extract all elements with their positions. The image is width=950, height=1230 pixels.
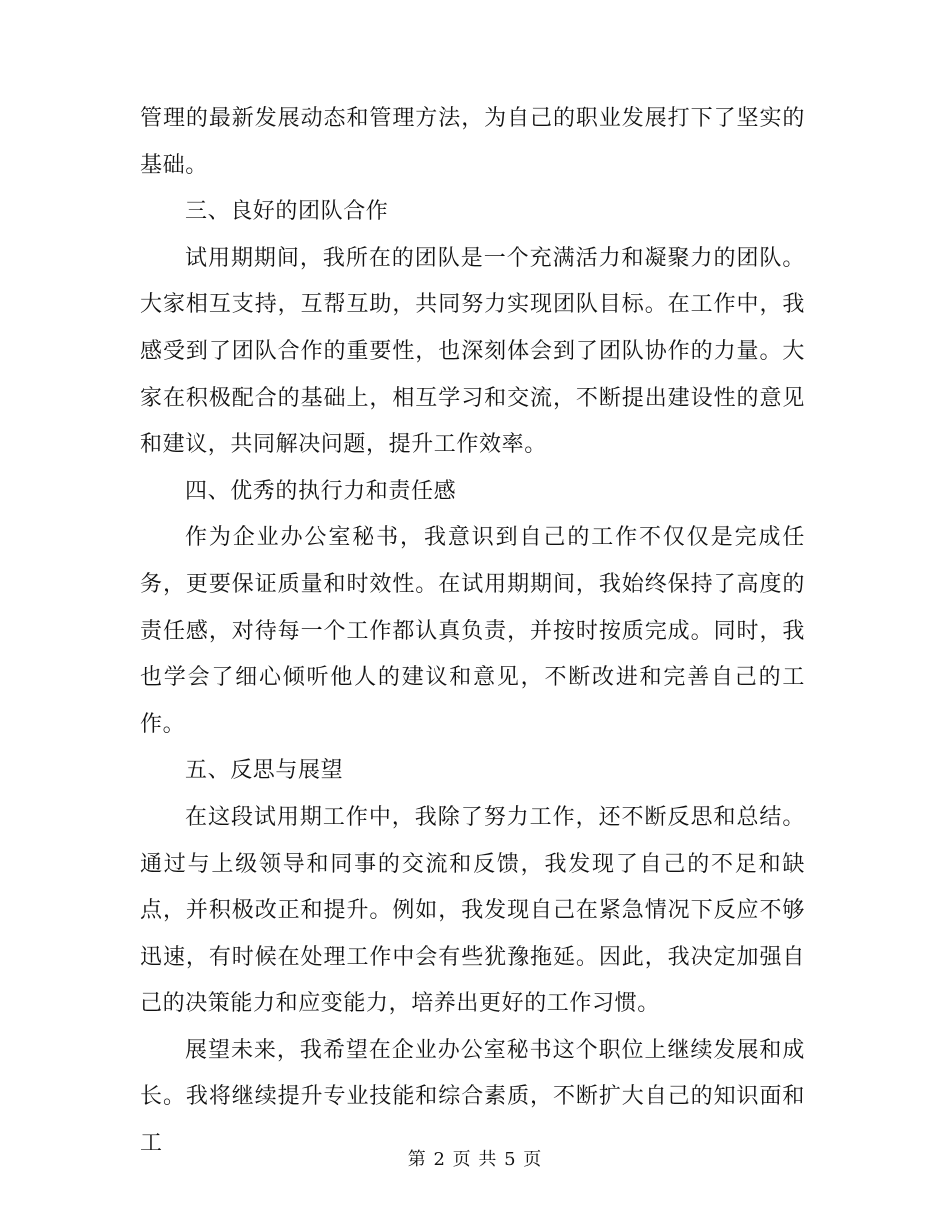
paragraph-reflection: 在这段试用期工作中，我除了努力工作，还不断反思和总结。通过与上级领导和同事的交流和反馈，我发现了自己的不足和缺点，并积极改正和提升。例如，我发现自己在紧急情况下反应不够迅速，有时候在处理工作中会有些犹豫拖延。因此，我决定加强自己的决策能力和应变能力，培养出更好的工作习惯。 [140,804,805,1017]
section-heading-reflection-outlook: 五、反思与展望 [185,758,344,784]
paragraph-outlook: 展望未来，我希望在企业办公室秘书这个职位上继续发展和成长。我将继续提升专业技能和综合素质，不断扩大自己的知识面和工 [140,1037,805,1157]
paragraph-execution-responsibility: 作为企业办公室秘书，我意识到自己的工作不仅仅是完成任务，更要保证质量和时效性。在试用期期间，我始终保持了高度的责任感，对待每一个工作都认真负责，并按时按质完成。同时，我也学会了细心倾听他人的建议和意见，不断改进和完善自己的工作。 [140,525,805,737]
section-heading-execution-responsibility: 四、优秀的执行力和责任感 [185,478,457,504]
page-number-footer: 第 2 页 共 5 页 [407,1149,543,1170]
document-body [140,96,805,1168]
paragraph-continuation: 管理的最新发展动态和管理方法，为自己的职业发展打下了坚实的基础。 [140,106,805,178]
paragraph-team-cooperation: 试用期期间，我所在的团队是一个充满活力和凝聚力的团队。大家相互支持，互帮互助，共同努力实现团队目标。在工作中，我感受到了团队合作的重要性，也深刻体会到了团队协作的力量。大家在积极配合的基础上，相互学习和交流，不断提出建设性的意见和建议，共同解决问题，提升工作效率。 [140,245,805,458]
section-heading-team-cooperation: 三、良好的团队合作 [185,199,389,225]
